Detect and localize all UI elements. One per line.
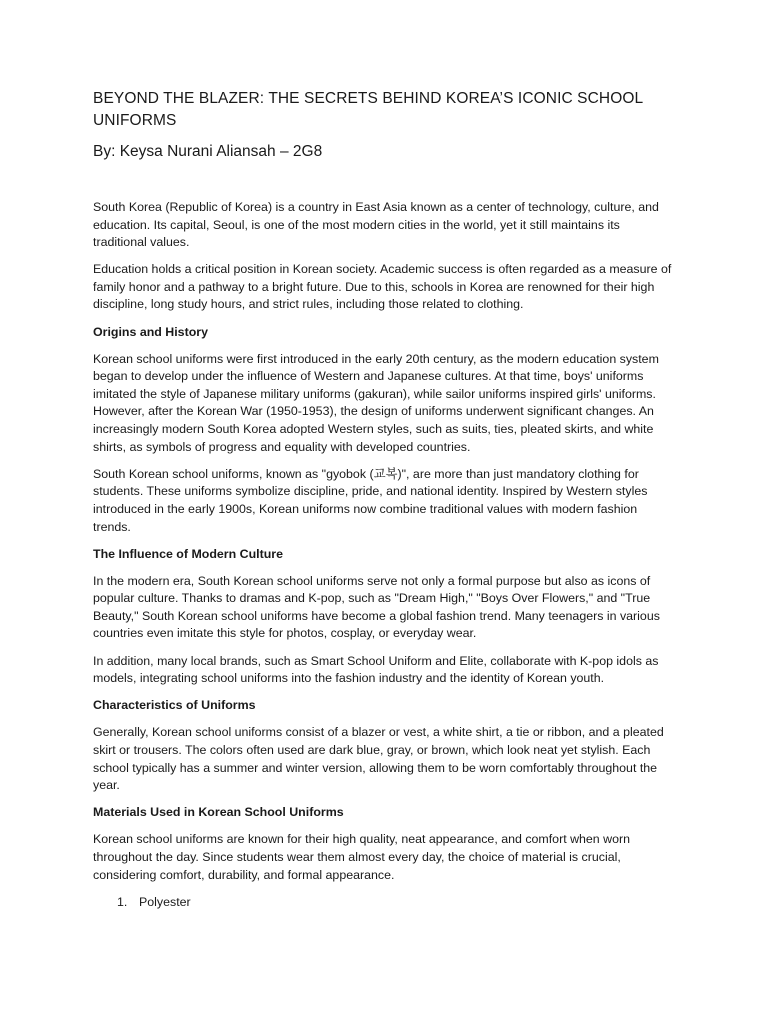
list-item-number: 1. <box>117 894 128 909</box>
paragraph-modern-era: In the modern era, South Korean school uniforms serve not only a formal purpose but also as icons of popular culture. Thanks to dramas and K-pop, such as "Dream High," "Boys Over Flowers," and "True Beauty," South Korean school uniforms have become a global fashion trend. Many teenagers in various countries even imitate this style for photos, cosplay, or everyday wear. <box>93 573 660 641</box>
paragraph-origins: Korean school uniforms were first introduced in the early 20th century, as the modern education system began to develop under the influence of Western and Japanese cultures. At that time, boys' uniforms imitated the style of Japanese military uniforms (gakuran), while sailor uniforms inspired girls' uniforms. However, after the Korean War (1950-1953), the design of uniforms underwent significant changes. An increasingly modern South Korea adopted Western styles, such as suits, ties, pleated skirts, and white shirts, as symbols of progress and equality with developed countries. <box>93 351 659 454</box>
heading-characteristics: Characteristics of Uniforms <box>93 698 256 713</box>
paragraph-local-brands: In addition, many local brands, such as Smart School Uniform and Elite, collaborate with K-pop idols as models, integrating school uniforms into the fashion industry and the identity of Korean youth. <box>93 653 659 686</box>
paragraph-education: Education holds a critical position in Korean society. Academic success is often regarded as a measure of family honor and a pathway to a bright future. Due to this, schools in Korea are renowned for their high discipline, long study hours, and strict rules, including those related to clothing. <box>93 262 672 312</box>
document-body <box>93 199 676 911</box>
list-item <box>117 894 676 912</box>
paragraph-intro: South Korea (Republic of Korea) is a country in East Asia known as a center of technology, culture, and education. Its capital, Seoul, is one of the most modern cities in the world, yet it still maintains its traditional values. <box>93 200 659 250</box>
paragraph-characteristics: Generally, Korean school uniforms consist of a blazer or vest, a white shirt, a tie or ribbon, and a pleated skirt or trousers. The colors often used are dark blue, gray, or brown, which look neat yet stylish. Each school typically has a summer and winter version, allowing them to be worn comfortably throughout the year. <box>93 725 664 793</box>
heading-origins-history: Origins and History <box>93 324 208 339</box>
list-item-text: Polyester <box>139 894 191 909</box>
author-byline: By: Keysa Nurani Aliansah – 2G8 <box>93 143 323 160</box>
document-title: BEYOND THE BLAZER: THE SECRETS BEHIND KOREA’S ICONIC SCHOOL UNIFORMS <box>93 90 643 129</box>
paragraph-gyobok: South Korean school uniforms, known as "gyobok (교복)", are more than just mandatory clothing for students. These uniforms symbolize discipline, pride, and national identity. Inspired by Western styles introduced in the early 1900s, Korean uniforms now combine traditional values with modern fashion trends. <box>93 466 648 534</box>
materials-list <box>93 894 676 912</box>
heading-modern-culture: The Influence of Modern Culture <box>93 546 283 561</box>
heading-materials: Materials Used in Korean School Uniforms <box>93 805 344 820</box>
paragraph-materials: Korean school uniforms are known for their high quality, neat appearance, and comfort when worn throughout the day. Since students wear them almost every day, the choice of material is crucial, considering comfort, durability, and formal appearance. <box>93 832 631 882</box>
